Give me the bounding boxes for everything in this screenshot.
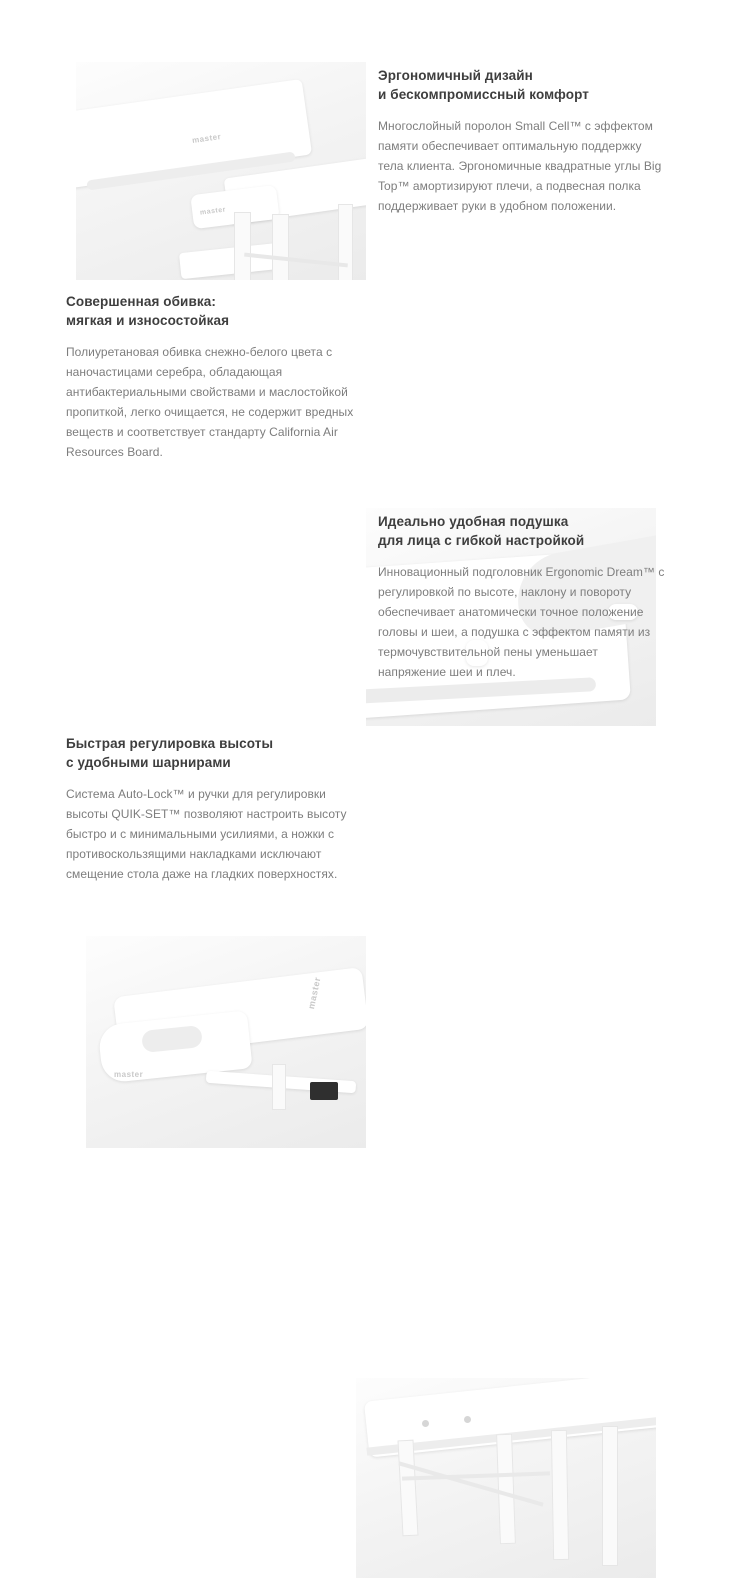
heading-line-2: мягкая и износостойкая: [66, 313, 230, 328]
face-cradle-photo: [86, 936, 366, 1148]
heading-line-1: Быстрая регулировка высоты: [66, 736, 274, 751]
heading-line-2: и бескомпромиссный комфорт: [378, 87, 589, 102]
face-cradle-text: [378, 512, 668, 682]
brand-logo-icon: master: [114, 1070, 144, 1079]
heading-line-2: для лица с гибкой настройкой: [378, 533, 585, 548]
ergonomic-design-text: [378, 66, 666, 216]
table-leg-shape: [338, 204, 353, 280]
brand-logo-icon: master: [305, 976, 323, 1010]
table-legs-photo: [356, 1378, 656, 1578]
table-leg-shape: [234, 212, 251, 280]
table-leg-shape: [602, 1426, 618, 1566]
massage-table-folded-photo: [76, 62, 366, 280]
support-bracket-shape: [272, 1064, 286, 1110]
height-adjustment-text: [66, 734, 352, 884]
table-leg-shape: [272, 214, 289, 280]
section-heading: [66, 292, 356, 330]
brand-logo-icon: master: [199, 206, 227, 217]
section-body: Многослойный поролон Small Cell™ с эффектом памяти обеспечивает оптимальную поддержку тела клиента. Эргономичные квадратные углы Big Top™ амортизируют плечи, а подвесная полка поддерживает руки в удобном положении.: [378, 119, 662, 213]
section-heading: [378, 512, 668, 550]
brand-logo-icon: master: [191, 132, 222, 145]
section-body: Полиуретановая обивка снежно-белого цвета с наночастицами серебра, обладающая антибактериальными свойствами и маслостойкой пропиткой, легко очищается, не содержит вредных веществ и соответствует стандарту California Air Resources Board.: [66, 345, 354, 459]
heading-line-1: Совершенная обивка:: [66, 294, 216, 309]
section-heading: [378, 66, 666, 104]
upholstery-text: [66, 292, 356, 462]
heading-line-1: Идеально удобная подушка: [378, 514, 569, 529]
table-leg-shape: [551, 1430, 569, 1560]
heading-line-2: с удобными шарнирами: [66, 755, 231, 770]
name-plate-shape: [310, 1082, 338, 1100]
section-heading: [66, 734, 352, 772]
heading-line-1: Эргономичный дизайн: [378, 68, 533, 83]
hinge-knob-icon: [464, 1416, 471, 1423]
section-body: Инновационный подголовник Ergonomic Dream™ с регулировкой по высоте, наклону и повороту обеспечивает анатомически точное положение головы и шеи, а подушка с эффектом памяти из термочувствительной пены уменьшает напряжение шеи и плеч.: [378, 565, 665, 679]
hinge-knob-icon: [422, 1420, 429, 1427]
section-body: Система Auto-Lock™ и ручки для регулировки высоты QUIK-SET™ позволяют настроить высоту быстро и с минимальными усилиями, а ножки с противоскользящими накладками исключают смещение стола даже на гладких поверхностях.: [66, 787, 347, 881]
